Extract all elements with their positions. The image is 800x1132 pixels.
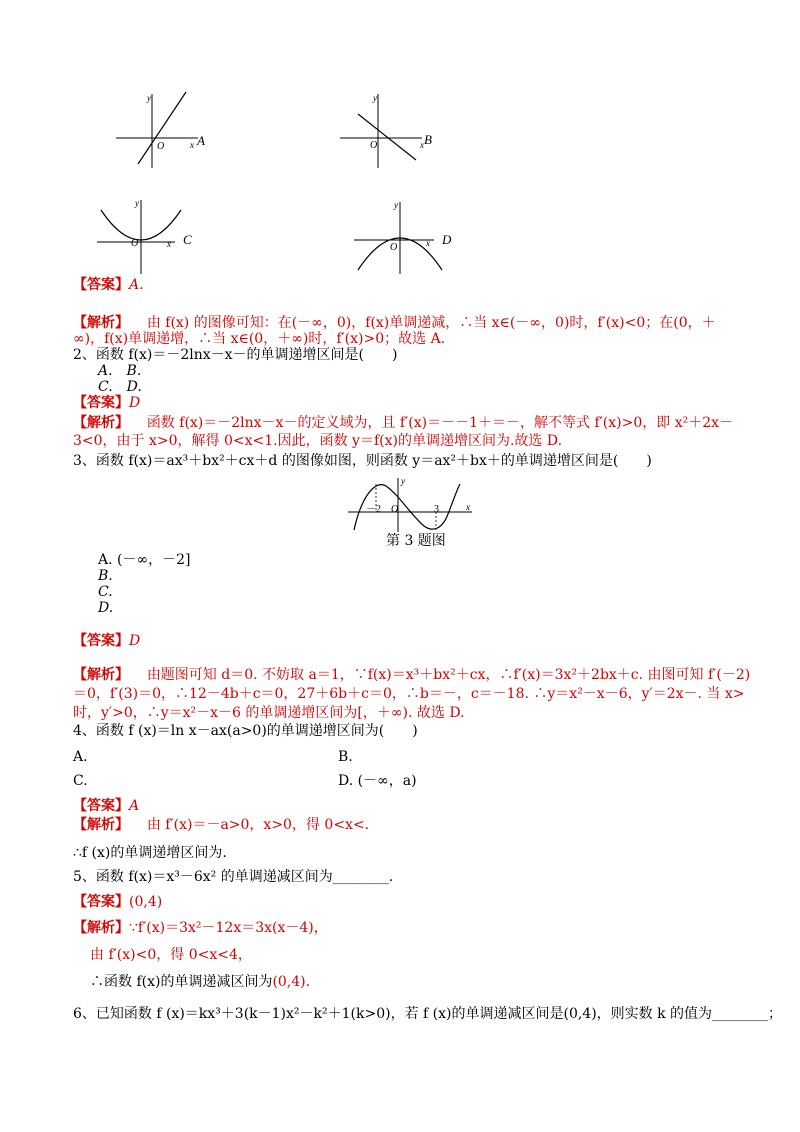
graph-c <box>95 196 205 276</box>
q4-analysis-line-2: ∴f (x)的单调递增区间为. <box>73 845 227 861</box>
q3-figure <box>348 474 478 534</box>
analysis-text: ∵f′(x)＝3x²－12x＝3x(x－4)， <box>129 920 328 936</box>
q4-answer <box>73 797 139 815</box>
y-axis-label: y <box>373 93 377 103</box>
q5-analysis-line-1 <box>73 919 328 937</box>
graph-label-a: A <box>197 133 205 148</box>
q4-stem: 4、函数 f (x)＝ln x－ax(a>0)的单调递增区间为( ) <box>73 723 418 739</box>
answer-tag: 【答案】 <box>73 798 129 814</box>
answer-value: D <box>129 633 141 649</box>
origin-label: O <box>157 141 165 152</box>
q3-analysis-line-3: 时，y′>0，∴y＝x²－x－6 的单调递增区间为[，＋∞). 故选 D. <box>73 705 465 721</box>
origin-label: O <box>391 504 399 515</box>
x-axis-label: x <box>167 239 171 249</box>
answer-value: (0,4) <box>129 894 163 910</box>
answer-tag: 【答案】 <box>73 277 129 293</box>
answer-value: A <box>129 798 140 814</box>
origin-label: O <box>370 140 378 151</box>
analysis-text: 由 f(x) 的图像可知：在(－∞，0)，f(x)单调递减，∴当 x∈(－∞，0)时，f′(x)<0；在(0，＋ <box>146 315 716 331</box>
q4-option-a: A. <box>73 749 88 765</box>
answer-tag: 【答案】 <box>73 633 129 649</box>
q2-analysis-line-1 <box>73 414 733 432</box>
q3-figure-caption: 第 3 题图 <box>386 533 446 549</box>
q3-option-d: D. <box>98 600 114 616</box>
q3-stem: 3、函数 f(x)＝ax³＋bx²＋cx＋d 的图像如图，则函数 y＝ax²＋bx＋的单调递增区间是( ) <box>73 453 652 469</box>
graph-d <box>352 196 462 276</box>
analysis-tag: 【解析】 <box>73 667 129 683</box>
graph-label-b: B <box>424 132 432 147</box>
analysis-tag: 【解析】 <box>73 415 129 431</box>
q2-stem: 2、函数 f(x)＝－2lnx－x－的单调递增区间是( ) <box>73 347 398 363</box>
q5-stem: 5、函数 f(x)＝x³－6x² 的单调递减区间为________. <box>73 869 394 885</box>
q2-answer <box>73 394 140 412</box>
analysis-tag: 【解析】 <box>73 315 129 331</box>
analysis-text: 由题图可知 d＝0. 不妨取 a＝1，∵f(x)＝x³＋bx²＋cx，∴f′(x)＝3x²＋2bx＋c. 由图可知 f′(－2) <box>146 667 751 683</box>
tick-label-neg2: －2 <box>366 504 381 515</box>
graph-a <box>110 88 220 170</box>
q5-analysis-line-2: 由 f′(x)<0，得 0<x<4， <box>90 947 252 963</box>
analysis-text: 由 f′(x)＝－a>0，x>0，得 0<x<. <box>146 817 370 833</box>
analysis-text: 函数 f(x)＝－2lnx－x－的定义域为，且 f′(x)＝－－1＋＝－，解不等式 f′(x)>0，即 x²＋2x－ <box>146 415 734 431</box>
answer-tag: 【答案】 <box>73 894 129 910</box>
q3-analysis-line-1 <box>73 666 750 684</box>
answer-tag: 【答案】 <box>73 395 129 411</box>
graph-label-c: C <box>183 232 192 247</box>
origin-label: O <box>131 238 139 249</box>
q3-option-b: B. <box>98 568 113 584</box>
tick-label-3: 3 <box>434 504 439 515</box>
answer-value: A. <box>129 277 144 293</box>
q2-analysis-line-2: 3<0，由于 x>0，解得 0<x<1.因此，函数 y＝f(x)的单调递增区间为.故选 D. <box>73 433 563 449</box>
x-axis-label: x <box>466 502 470 512</box>
origin-label: O <box>390 242 398 253</box>
q2-options-ab: A. B. <box>98 363 142 379</box>
x-axis-label: x <box>420 140 424 150</box>
y-axis-label: y <box>135 198 139 208</box>
x-axis-label: x <box>190 140 194 150</box>
analysis-value: (0,4). <box>272 974 311 990</box>
x-axis-label: x <box>426 238 430 248</box>
graph-label-d: D <box>442 232 452 247</box>
q4-option-b: B. <box>338 749 353 765</box>
q3-option-a: A. (－∞，－2] <box>98 552 191 568</box>
graph-b <box>334 88 444 170</box>
q4-analysis-line-1 <box>73 816 369 834</box>
q4-option-c: C. <box>73 773 88 789</box>
y-axis-label: y <box>394 200 398 210</box>
q3-option-c: C. <box>98 584 113 600</box>
analysis-tag: 【解析】 <box>73 817 129 833</box>
q4-option-d: D. (－∞，a) <box>338 773 417 789</box>
q5-answer <box>73 893 162 911</box>
answer-value: D <box>129 395 141 411</box>
y-axis-label: y <box>147 93 151 103</box>
q5-analysis-line-3 <box>90 973 310 991</box>
q1-answer <box>73 276 144 294</box>
q1-analysis-line-2: ∞)，f(x)单调递增，∴当 x∈(0，＋∞)时，f′(x)>0；故选 A. <box>73 331 446 347</box>
q6-stem: 6、已知函数 f (x)＝kx³＋3(k－1)x²－k²＋1(k>0)，若 f (x)的单调递减区间是(0,4)，则实数 k 的值为________； <box>73 1006 783 1022</box>
analysis-text: ∴函数 f(x)的单调递减区间为 <box>90 974 273 990</box>
q3-analysis-line-2: ＝0，f′(3)＝0，∴12－4b＋c＝0，27＋6b＋c＝0，∴b＝－，c＝－18. ∴y＝x²－x－6，y′＝2x－. 当 x> <box>73 686 745 702</box>
y-axis-label: y <box>401 476 405 486</box>
analysis-tag: 【解析】 <box>73 920 129 936</box>
q3-answer <box>73 632 140 650</box>
q2-options-cd: C. D. <box>98 379 142 395</box>
